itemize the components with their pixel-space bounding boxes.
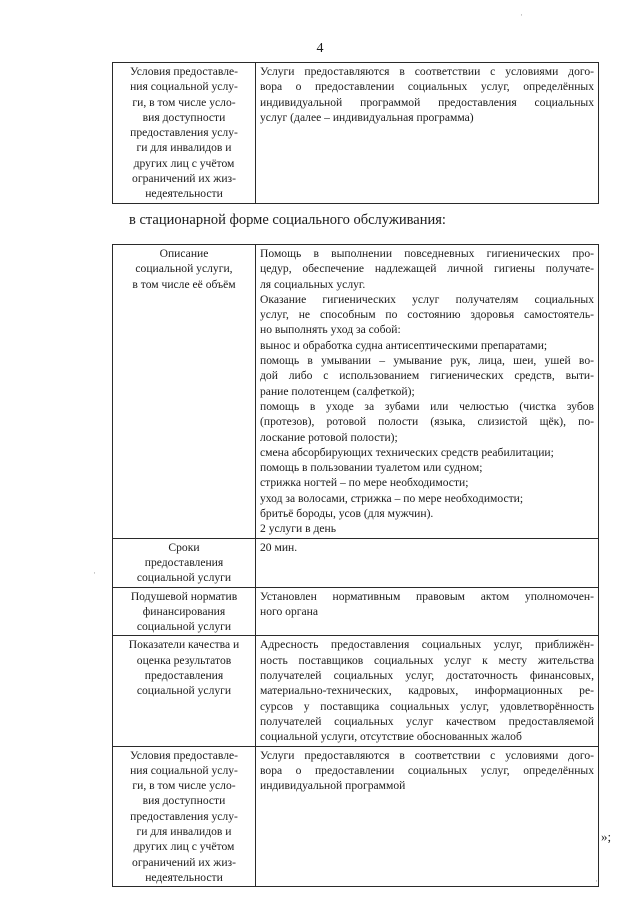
section-heading: в стационарной форме социального обслуживания: (129, 212, 446, 228)
label-line: оценка результатов (136, 653, 232, 667)
content-line: (протезов), ротовой полости (языка, слизистой щёк), по- (260, 415, 594, 429)
content-line: вора о предоставлении социальных услуг, определённых (260, 80, 594, 94)
row-label-cell (113, 245, 256, 539)
content-line: 2 услуги в день (260, 522, 336, 536)
label-line: ограничений их жиз- (132, 172, 236, 186)
row-label-cell (113, 746, 256, 887)
table-row (113, 746, 599, 887)
content-line: ность поставщиков социальных услуг к месту жительства (260, 653, 594, 667)
label-line: предоставления (144, 669, 224, 683)
label-line: предоставления услу- (130, 126, 238, 140)
content-line: Помощь в выполнении повседневных гигиенических про- (260, 247, 594, 260)
content-line: получателей социальных услуг качеством предоставляемой (260, 714, 594, 728)
label-line: социальной услуги (136, 684, 232, 698)
label-line: Показатели качества и (128, 638, 240, 652)
row-content-cell (256, 538, 599, 587)
label-line: других лиц с учётом (133, 840, 235, 854)
row-label-cell (113, 538, 256, 587)
row-content-cell (256, 636, 599, 746)
content-line: рание полотенцем (салфеткой); (260, 384, 415, 398)
label-line: предоставления услу- (130, 809, 238, 823)
label-line: ги, в том числе усло- (132, 779, 236, 793)
label-line: ния социальной услу- (130, 80, 238, 94)
label-line: ограничений их жиз- (132, 855, 236, 869)
content-line: уход за волосами, стрижка – по мере необходимости; (260, 491, 524, 505)
label-line: недеятельности (145, 187, 223, 201)
row-content-cell (256, 746, 599, 887)
label-line: ги для инвалидов и (136, 824, 232, 838)
content-line: вынос и обработка судна антисептическими препаратами; (260, 338, 548, 352)
scan-speck: · (595, 876, 598, 886)
content-line: вора о предоставлении социальных услуг, определённых (260, 763, 594, 777)
label-line: предоставления (144, 555, 224, 569)
label-line: вия доступности (142, 110, 226, 124)
label-line: финансирования (142, 604, 226, 618)
content-line: помощь в умывании – умывание рук, лица, шеи, ушей во- (260, 354, 594, 368)
content-line: смена абсорбирующих технических средств реабилитации; (260, 445, 554, 459)
table-row (113, 245, 599, 539)
content-line: стрижка ногтей – по мере необходимости; (260, 476, 469, 490)
label-line: Описание (159, 247, 209, 260)
content-line: помощь в уходе за зубами или челюстью (чистка зубов (260, 399, 594, 413)
table-row (113, 587, 599, 636)
content-line: бритьё бороды, усов (для мужчин). (260, 507, 434, 521)
scan-speck: · (520, 10, 523, 20)
content-line: Услуги предоставляются в соответствии с условиями дого- (260, 65, 594, 78)
content-line: Адресность предоставления социальных услуг, приближён- (260, 638, 594, 652)
service-description-table (112, 244, 599, 887)
label-line: социальной услуги (136, 571, 232, 585)
content-line: услуг, не способным по состоянию здоровья самостоятель- (260, 308, 594, 322)
content-line: Оказание гигиенических услуг получателям социальных (260, 292, 594, 306)
content-line: но выполнять уход за собой: (260, 323, 401, 337)
label-line: недеятельности (145, 870, 223, 884)
label-line: Сроки (168, 540, 200, 554)
scan-speck: · (93, 568, 96, 578)
content-line: индивидуальной программой (260, 779, 406, 793)
content-line: социальной услуги, отсутствие обоснованных жалоб (260, 730, 522, 744)
content-line: получателей социальных услуг, достаточность финансовых, (260, 669, 594, 683)
row-label-cell (113, 587, 256, 636)
content-line: лоскание ротовой полости); (260, 430, 398, 444)
content-line: услуг (далее – индивидуальная программа) (260, 110, 474, 124)
top-conditions-table (112, 62, 599, 204)
label-line: социальной услуги (136, 620, 232, 634)
label-line: ги для инвалидов и (136, 141, 232, 155)
label-line: Подушевой норматив (130, 589, 238, 603)
label-line: социальной услуги, (135, 262, 233, 276)
content-line: Услуги предоставляются в соответствии с условиями дого- (260, 748, 594, 762)
content-line: материально-технических, кадровых, информационных ре- (260, 684, 594, 698)
closing-quote-mark: »; (601, 829, 612, 844)
row-label-cell (113, 636, 256, 746)
row-label-cell (113, 63, 256, 204)
table-row (113, 538, 599, 587)
label-line: других лиц с учётом (133, 156, 235, 170)
content-line: ля социальных услуг. (260, 277, 366, 291)
page-number: 4 (316, 41, 324, 56)
content-line: ного органа (260, 604, 319, 618)
content-line: Установлен нормативным правовым актом уполномочен- (260, 589, 594, 603)
content-line: 20 мин. (260, 540, 298, 554)
table-row (113, 63, 599, 204)
label-line: в том числе её объём (132, 277, 236, 291)
row-content-cell (256, 587, 599, 636)
content-line: цедур, обеспечение надлежащей личной гигиены получате- (260, 262, 594, 276)
row-content-cell (256, 63, 599, 204)
label-line: ги, в том числе усло- (132, 95, 236, 109)
label-line: вия доступности (142, 794, 226, 808)
label-line: Условия предоставле- (129, 65, 239, 78)
content-line: сурсов у поставщика социальных услуг, удовлетворённость (260, 699, 594, 713)
label-line: ния социальной услу- (130, 763, 238, 777)
table-row (113, 636, 599, 746)
content-line: индивидуальной программой предоставления социальных (260, 95, 594, 109)
content-line: дой либо с использованием гигиенических средств, выти- (260, 369, 594, 383)
row-content-cell (256, 245, 599, 539)
content-line: помощь в пользовании туалетом или судном; (260, 461, 483, 475)
label-line: Условия предоставле- (129, 748, 239, 762)
